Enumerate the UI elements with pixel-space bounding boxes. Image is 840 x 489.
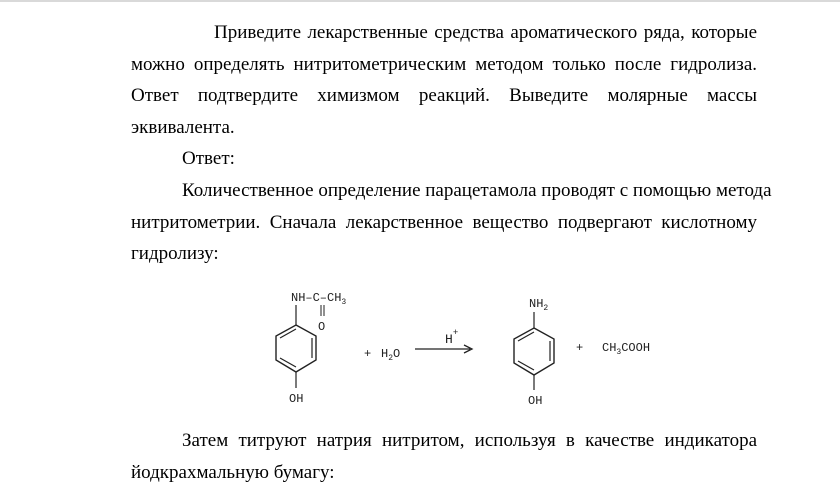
question-line: эквивалента. — [131, 116, 235, 138]
body-line: гидролизу: — [131, 243, 219, 264]
benzene-ring — [276, 325, 316, 372]
reaction-arrow — [415, 328, 472, 353]
paracetamol-structure — [276, 291, 346, 406]
answer-heading — [131, 143, 757, 175]
plus-sign: + — [576, 341, 584, 355]
hydroxyl-label: OH — [289, 392, 304, 406]
body-line: нитритометрии. Сначала лекарственное вещество подвергают кислотному — [131, 211, 757, 233]
question-line: можно определять нитритометрическим методом только после гидролиза. — [131, 53, 757, 75]
hydrolysis-reaction-scheme — [0, 280, 840, 410]
acetamide-group-label: $NH-C-CH_3$ — [291, 291, 347, 307]
catalyst-label: H+ — [445, 328, 459, 347]
body-line: Количественное определение парацетамола проводят с помощью метода — [182, 180, 772, 201]
hydroxyl-label: OH — [528, 394, 543, 408]
amino-group-label: $NH_2$ — [529, 297, 549, 313]
acetic-acid-label: $CH_3COOH$ — [602, 341, 651, 357]
question-line: Ответ подтвердите химизмом реакций. Выведите молярные массы — [131, 85, 757, 106]
question-paragraph — [131, 17, 757, 143]
followup-line: Затем титруют натрия нитритом, используя в качестве индикатора — [182, 430, 757, 451]
aminophenol-structure — [514, 297, 554, 408]
top-border — [0, 0, 840, 2]
question-line: Приведите лекарственные средства ароматического ряда, которые — [214, 22, 757, 43]
plus-sign: + — [364, 347, 372, 361]
body-paragraph — [131, 175, 772, 270]
carbonyl-oxygen-label: O — [318, 320, 326, 334]
answer-label: Ответ: — [182, 148, 235, 169]
followup-line: йодкрахмальную бумагу: — [131, 461, 335, 483]
water-label: $H_2O$ — [381, 347, 401, 363]
followup-paragraph — [131, 425, 757, 488]
benzene-ring — [514, 328, 554, 375]
